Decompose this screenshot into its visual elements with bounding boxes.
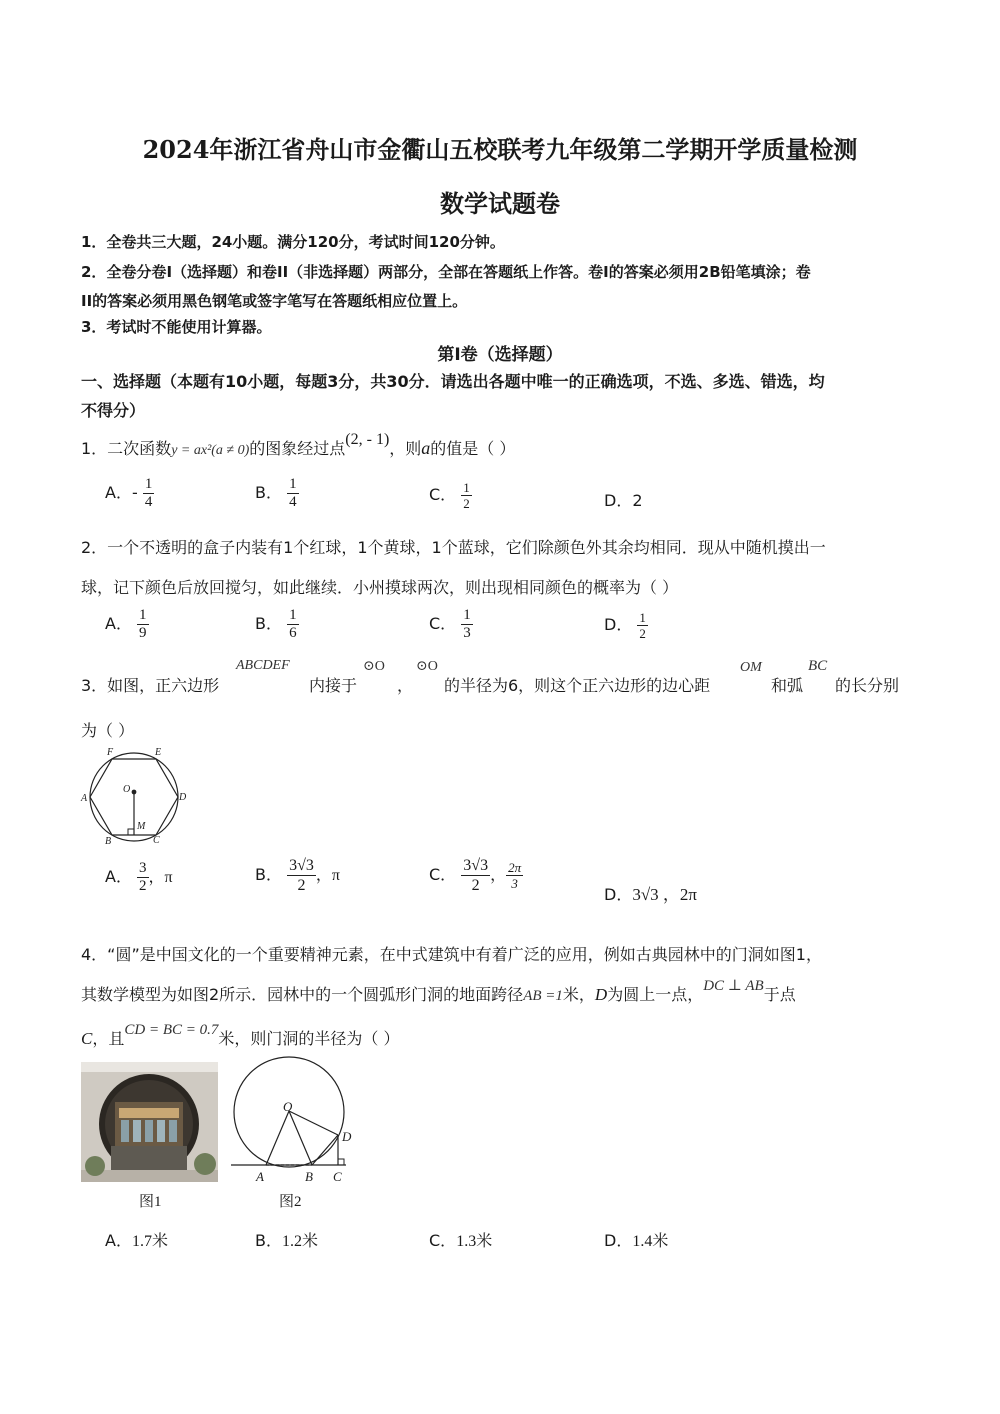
fraction (287, 607, 299, 642)
q4-l2b: 米， (562, 985, 595, 1004)
q4-option-d[interactable] (604, 1228, 668, 1251)
fraction (137, 607, 149, 642)
q3-line-2: 为（ ） (81, 721, 135, 740)
fraction-2 (506, 860, 523, 891)
label-b: B (305, 1169, 313, 1184)
q4-line-2 (81, 978, 796, 1005)
label-o: O (283, 1099, 293, 1114)
page-title: 2024年浙江省舟山市金衢山五校联考九年级第二学期开学质量检测 (142, 135, 858, 164)
fraction (461, 856, 490, 895)
option-letter: C． (429, 485, 457, 504)
label-c: C (333, 1169, 342, 1184)
q4-perp: DC ⊥ AB (703, 978, 764, 994)
instruction-2-cont: II的答案必须用黑色钢笔或签字笔写在答题纸相应位置上。 (81, 292, 468, 310)
question-1 (81, 431, 516, 459)
option-text: 1.4米 (632, 1233, 669, 1250)
denominator: 2 (139, 878, 147, 894)
circle-arch-figure (226, 1055, 366, 1187)
option-letter: D． (604, 1231, 633, 1250)
option-tail: ，π (148, 869, 173, 886)
denominator: 2 (471, 877, 480, 894)
q4-ab: AB =1 (523, 988, 563, 1004)
label-a: A (256, 1169, 264, 1184)
option-letter: C． (429, 614, 457, 633)
numerator: 1 (289, 607, 297, 623)
option-letter: A． (105, 483, 132, 502)
numerator: 1 (463, 480, 470, 495)
denominator: 9 (139, 625, 147, 641)
label-o: O (123, 784, 131, 795)
question-2-line-2: 球，记下颜色后放回搅匀，如此继续．小州摸球两次，则出现相同颜色的概率为（ ） (81, 578, 679, 597)
option-letter: D． (604, 491, 633, 510)
denominator: 3 (511, 876, 518, 891)
q4-l2d: 于点 (763, 985, 796, 1004)
part-title-cont: 不得分） (81, 401, 146, 420)
option-text: 2 (632, 491, 643, 510)
option-letter: A． (105, 614, 132, 633)
q4-line-3 (81, 1022, 400, 1049)
figure-1-caption: 图1 (139, 1194, 162, 1210)
label-c: C (153, 835, 160, 846)
option-letter: B． (255, 614, 282, 633)
q3-option-a[interactable] (105, 860, 173, 895)
instruction-1: 1．全卷共三大题，24小题。满分120分，考试时间120分钟。 (81, 233, 505, 251)
denominator: 4 (289, 494, 297, 510)
numerator: 1 (139, 607, 147, 623)
option-text: 3√3 ，2π (632, 885, 697, 904)
q4-c: C (81, 1029, 93, 1048)
denominator: 2 (297, 877, 306, 894)
q3-option-c[interactable] (429, 856, 523, 895)
option-letter: A． (105, 1231, 132, 1250)
label-e: E (155, 747, 162, 758)
option-text: 1.2米 (281, 1233, 318, 1250)
q1-middle: 的图象经过点 (249, 439, 346, 458)
q1-end: 的值是（ ） (430, 439, 516, 458)
q4-eq: CD = BC = 0.7 (124, 1022, 219, 1038)
q1-var: a (421, 438, 431, 458)
q2-option-b[interactable] (255, 607, 299, 642)
fraction (637, 610, 648, 641)
label-d: D (342, 1129, 352, 1144)
label-b: B (105, 836, 112, 847)
q4-line-1: 4．“圆”是中国文化的一个重要精神元素，在中式建筑中有着广泛的应用，例如古典园林中的门洞如图1， (81, 945, 822, 964)
option-letter: C． (429, 1231, 457, 1250)
option-letter: B． (255, 1231, 282, 1250)
option-letter: A． (105, 867, 132, 886)
q1-option-b[interactable] (255, 476, 299, 511)
q2-option-c[interactable] (429, 607, 473, 642)
numerator: 1 (289, 476, 297, 492)
denominator: 6 (289, 625, 297, 641)
option-letter: D． (604, 615, 633, 634)
option-separator: ， (490, 865, 507, 884)
q1-point: (2, - 1) (345, 431, 390, 448)
numerator: 3√3 (463, 857, 489, 874)
option-letter: B． (255, 865, 282, 884)
q4-l2c: 为圆上一点， (607, 985, 704, 1004)
option-letter: D． (604, 885, 633, 904)
option-text: 1.3米 (456, 1233, 493, 1250)
q2-option-a[interactable] (105, 607, 149, 642)
q1-suffix: ，则 (389, 439, 422, 458)
q3-prefix: 3．如图，正六边形 (81, 676, 220, 695)
denominator: 3 (463, 625, 471, 641)
q3-arc-text: 和弧 (771, 676, 804, 695)
option-text: 1.7米 (131, 1233, 168, 1250)
q4-option-c[interactable] (429, 1228, 492, 1251)
page-subtitle: 数学试题卷 (440, 189, 560, 218)
label-f: F (107, 747, 114, 758)
numerator: 3√3 (289, 857, 314, 874)
label-m: M (137, 821, 146, 832)
q3-comma: ， (397, 676, 414, 695)
denominator: 4 (144, 494, 153, 510)
q3-radius-text: 的半径为6，则这个正六边形的边心距 (444, 676, 711, 695)
q1-prefix: 1．二次函数 (81, 439, 172, 458)
option-letter: B． (255, 483, 282, 502)
fraction (287, 476, 299, 511)
q3-circle-1: ⊙O (363, 659, 385, 674)
question-2-line-1: 2．一个不透明的盒子内装有1个红球，1个黄球，1个蓝球，它们除颜色外其余均相同．现从中随机摸出一 (81, 538, 826, 557)
fraction (287, 856, 316, 895)
q3-bc: BC (808, 658, 828, 674)
fraction (461, 607, 473, 642)
numerator: 1 (144, 476, 153, 492)
numerator: 2π (508, 860, 522, 875)
denominator: 2 (463, 496, 470, 511)
moon-gate-photo (81, 1062, 218, 1182)
instruction-3: 3．考试时不能使用计算器。 (81, 318, 272, 336)
q3-inscribed: 内接于 (309, 676, 358, 695)
fraction (137, 860, 149, 895)
q1-option-d[interactable] (604, 488, 643, 511)
numerator: 1 (639, 610, 646, 625)
volume-title: 第I卷（选择题） (437, 345, 563, 365)
label-a: A (81, 793, 88, 804)
numerator: 3 (139, 860, 147, 876)
q4-option-a[interactable] (105, 1228, 168, 1251)
fraction (143, 476, 155, 511)
q3-option-d[interactable] (604, 880, 697, 905)
numerator: 1 (463, 607, 471, 623)
q4-option-b[interactable] (255, 1228, 318, 1251)
q1-option-c[interactable] (429, 480, 472, 511)
option-tail: ，π (315, 867, 340, 884)
q3-om: OM (740, 660, 762, 675)
q4-l3b: 米，则门洞的半径为（ ） (218, 1029, 400, 1048)
q4-l3a: ，且 (92, 1029, 125, 1048)
q3-option-b[interactable] (255, 856, 340, 895)
q3-suffix: 的长分别 (835, 676, 900, 695)
q2-option-d[interactable] (604, 610, 648, 641)
q4-d: D (594, 985, 608, 1004)
q3-hexagon-name: ABCDEF (236, 658, 290, 673)
q1-option-a[interactable] (105, 476, 154, 511)
option-letter: C． (429, 865, 457, 884)
q3-circle-2: ⊙O (416, 659, 438, 674)
label-d: D (179, 792, 187, 803)
figure-2-caption: 图2 (279, 1194, 302, 1210)
q4-l2a: 其数学模型为如图2所示．园林中的一个圆弧形门洞的地面跨径 (81, 985, 524, 1004)
denominator: 2 (639, 626, 646, 641)
option-sign: - (131, 483, 138, 502)
q1-formula: y = ax²(a ≠ 0) (171, 443, 250, 458)
part-title: 一、选择题（本题有10小题，每题3分，共30分．请选出各题中唯一的正确选项，不选、多选、错选，均 (81, 372, 825, 391)
hexagon-figure (78, 742, 196, 848)
instruction-2: 2．全卷分卷I（选择题）和卷II（非选择题）两部分，全部在答题纸上作答。卷I的答案必须用2B铅笔填涂；卷 (81, 263, 811, 281)
fraction (461, 480, 472, 511)
